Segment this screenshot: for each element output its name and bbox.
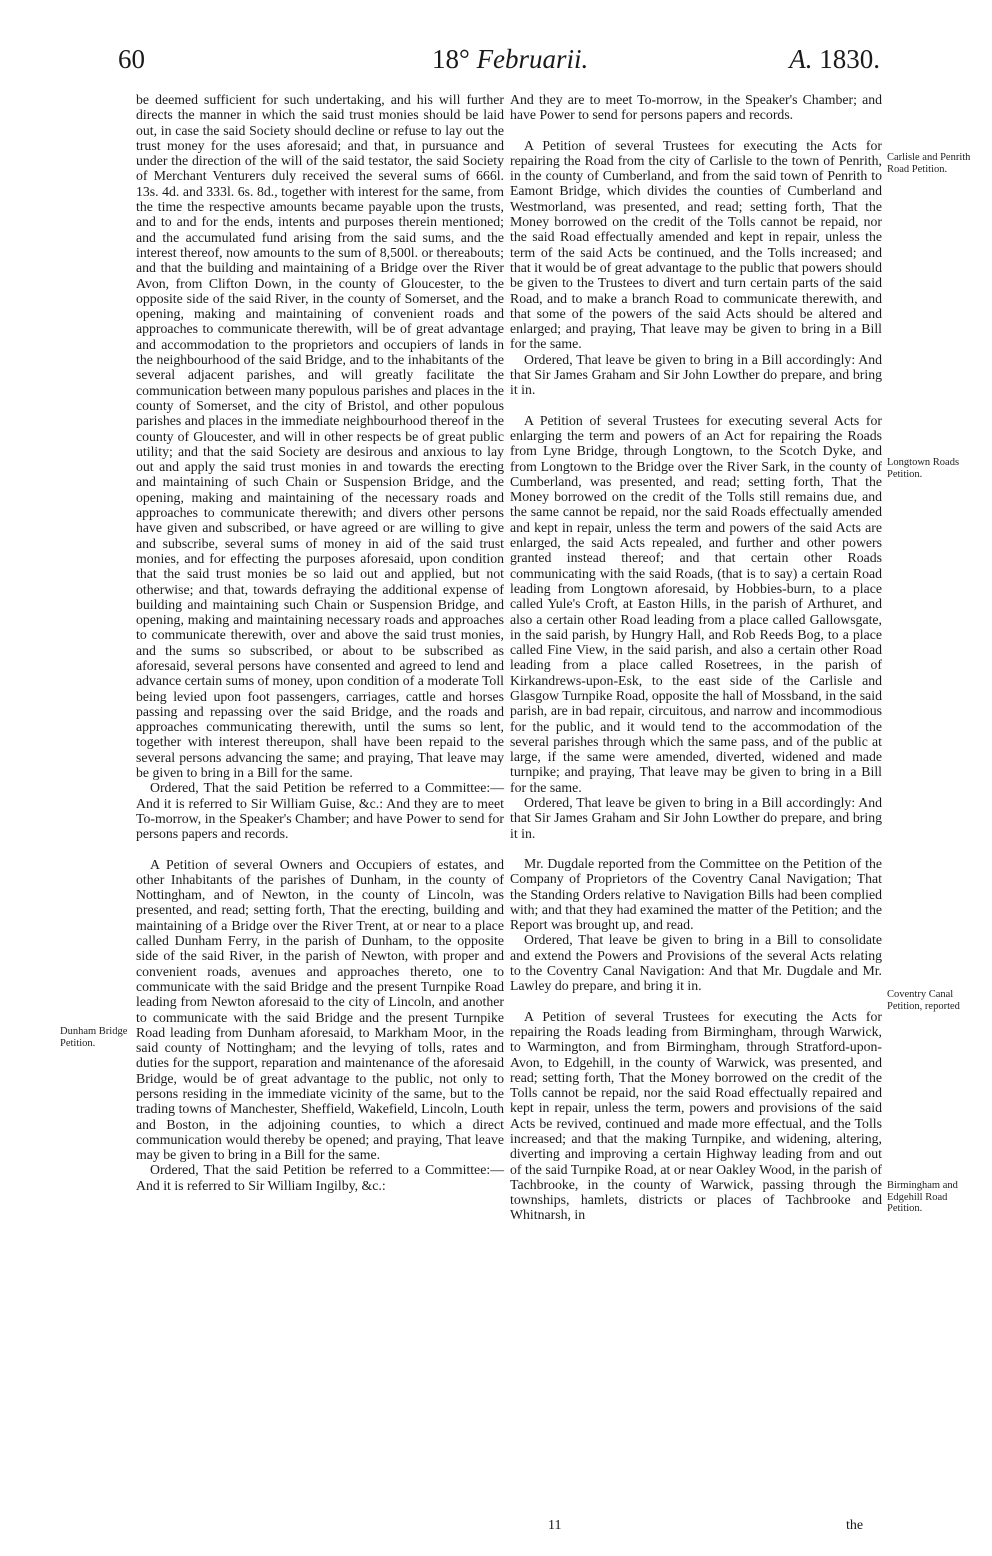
left-paragraph-1: be deemed sufficient for such undertaking, and his will further directs the manner in which the said trust monies should be laid out, in case the said Society should decline or refuse to lay out the trust money for the uses aforesaid; and that, in pursuance and under the direction of the will of the said testator, the said Society of Merchant Venturers duly received the several sums of 666l. 13s. 4d. and 333l. 6s. 8d., together with interest for the same, from the time the respective amounts became payable upon the trusts, and to and for the ends, intents and purposes therein mentioned; and the accumulated fund arising from the said sums, and the interest thereof, now amounts to the sum of 8,500l. or thereabouts; and that the building and maintaining of a Bridge over the River Avon, from Clifton Down, in the county of Gloucester, to the opposite side of the said River, in the county of Somerset, and the opening, making and maintaining of convenient roads and approaches to communicate therewith, will be of great advantage and accommodation to the proprietors and occupiers of lands in the neighbourhood of the said Bridge, and to the inhabitants of the several adjacent parishes, and will greatly facilitate the communication between many populous parishes and places in the county of Somerset, and the city of Bristol, and other populous parishes and places in the immediate neighbourhood thereof in the county of Gloucester, and will in other respects be of great public utility; and that the said Society are desirous and anxious to lay out and apply the said trust monies in and towards the erecting and maintaining of such Chain or Suspension Bridge, and the opening, making and maintaining of the necessary roads and approaches to communicate therewith; and divers other persons have given and subscribed, or have agreed or are willing to give and subscribe, several sums of money in aid of the said trust monies, and for effecting the purposes aforesaid, upon condition that the said trust monies be so laid out and applied, but not otherwise; and that, towards defraying the additional expense of building and maintaining such Chain or Suspension Bridge, and opening, making and maintaining necessary roads and approaches to communicate therewith, over and above the said trust monies, and the sums so subscribed, or about to be subscribed as aforesaid, several persons have consented and agreed to lend and advance certain sums of money, upon condition of a moderate Toll being levied upon foot passengers, carriages, cattle and horses passing and repassing over the said Bridge, and the roads and approaches communicating therewith, until the sums so lent, together with interest thereupon, shall have been repaid to the several persons advancing the same; and praying, That leave may be given to bring in a Bill for the same. [136, 92, 504, 781]
page-date [432, 44, 588, 75]
date-day: 18° [432, 44, 470, 74]
right-paragraph-2: A Petition of several Trustees for executing the Acts for repairing the Road from the city of Carlisle to the town of Penrith, in the county of Cumberland, and from the said town of Penrith to Eamont Bridge, which divides the counties of Cumberland and Westmorland, was presented, and read; setting forth, That the Money borrowed on the credit of the Tolls cannot be repaid, nor the said Road effectually amended and kept in repair, unless the term of the said Acts be continued, and the Tolls increased; and that it would be of great advantage to the public that powers should be given to the Trustees to divert and turn certain parts of the said Road, and to make a branch Road to communicate therewith, and that some of the powers of the said Acts should be altered and enlarged; and praying, That leave may be given to bring in a Bill for the same. [510, 137, 882, 352]
catchword: the [846, 1518, 864, 1533]
margin-note-birmingham: Birmingham and Edgehill Road Petition. [887, 1180, 958, 1214]
year-value: 1830. [819, 44, 880, 74]
left-paragraph-2: Ordered, That the said Petition be referred to a Committee:—And it is referred to Sir William Guise, &c.: And they are to meet To-morrow, in the Speaker's Chamber; and have Power to send for persons papers and records. [136, 780, 504, 842]
right-paragraph-3: Ordered, That leave be given to bring in a Bill accordingly: And that Sir James Graham and Sir John Lowther do prepare, and bring it in. [510, 351, 882, 398]
right-paragraph-8: A Petition of several Trustees for executing the Acts for repairing the Roads leading from Birmingham, through Warwick, to Warmington, and from Birmingham, through Stratford-upon-Avon, to Edgehill, in the county of Warwick, was presented, and read; setting forth, That the Money borrowed on the credit of the Tolls cannot be repaid, nor the said Road effectually repaired and kept in repair, unless the term, powers and provisions of the said Acts be revived, continued and made more effectual, and the Tolls increased; and that the making Turnpike, and widening, altering, diverting and improving a certain Highway leading from and out of the said Turnpike Road, at or near Oakley Wood, in the parish of Tachbrooke, in the county of Warwick, passing through the townships, hamlets, districts or places of Tachbrooke and Whitnarsh, in [510, 1008, 882, 1223]
signature-mark: 11 [548, 1518, 562, 1533]
date-month: Februarii. [476, 44, 589, 74]
page-header [118, 44, 880, 84]
left-paragraph-4: Ordered, That the said Petition be referred to a Committee:—And it is referred to Sir William Ingilby, &c.: [136, 1162, 504, 1193]
right-paragraph-5: Ordered, That leave be given to bring in a Bill accordingly: And that Sir James Graham and Sir John Lowther do prepare, and bring it in. [510, 795, 882, 841]
margin-note-carlisle: Carlisle and Penrith Road Petition. [887, 152, 971, 175]
right-column [510, 92, 882, 1223]
year-prefix: A. [789, 44, 813, 74]
right-paragraph-7: Ordered, That leave be given to bring in a Bill to consolidate and extend the Powers and Provisions of the several Acts relating to the Coventry Canal Navigation: And that Mr. Dugdale and Mr. Lawley do prepare, and bring it in. [510, 932, 882, 994]
page-number: 60 [118, 44, 145, 74]
right-paragraph-4: A Petition of several Trustees for executing several Acts for enlarging the term and powers of an Act for repairing the Roads from Lyne Bridge, through Longtown, to the Scotch Dyke, and from Longtown to the Bridge over the River Sark, in the county of Cumberland, was presented, and read; setting forth, That the Money borrowed on the credit of the Tolls still remains due, and the same cannot be repaid, nor the said Roads effectually amended and kept in repair, unless the term and powers of the said Acts are enlarged, the said Acts repealed, and further and other powers granted instead thereof; and that certain other Roads communicating with the said Roads, (that is to say) a certain Road leading from Longtown aforesaid, by Hobbies-burn, to a place called Yule's Croft, at Easton Hills, in the parish of Arthuret, and also a certain other Road leading from a place called Gallowsgate, in the said parish, by Hungry Hall, and Rob Reeds Bog, to a place called Fine View, in the said parish, and also a certain other Road leading from a place called Rosetrees, in the parish of Kirkandrews-upon-Esk, to the east side of the Carlisle and Glasgow Turnpike Road, opposite the hall of Mossband, in the said parish, are in bad repair, circuitous, and narrow and incommodious for the public, and it would tend to the accommodation of the several parishes through which the same pass, and of the public at large, if the same were amended, diverted, widened and made turnpike; and praying, That leave may be given to bring in a Bill for the same. [510, 412, 882, 795]
margin-note-dunham: Dunham Bridge Petition. [60, 1026, 128, 1049]
margin-note-longtown: Longtown Roads Petition. [887, 457, 960, 480]
margin-note-coventry: Coventry Canal Petition, reported [887, 989, 960, 1012]
left-column [136, 92, 504, 1193]
right-paragraph-1: And they are to meet To-morrow, in the Speaker's Chamber; and have Power to send for persons papers and records. [510, 92, 882, 123]
left-paragraph-3: A Petition of several Owners and Occupiers of estates, and other Inhabitants of the parishes of Dunham, in the county of Nottingham, and of Newton, in the county of Lincoln, was presented, and read; setting forth, That the erecting, building and maintaining of a Bridge over the River Trent, at or near to a place called Dunham Ferry, in the parish of Dunham, to the opposite side of the said River, in the parish of Newton, with proper and convenient roads, avenues and approaches thereto, one to communicate with the said Bridge and the present Turnpike Road leading from Newton aforesaid to the city of Lincoln, and another to communicate with the said Bridge and the present Turnpike Road leading from Dunham aforesaid, to Markham Moor, in the said county of Nottingham; and the levying of tolls, rates and duties for the support, reparation and maintenance of the aforesaid Bridge, would be of great advantage to the public, not only to persons residing in the immediate vicinity of the same, but to the trading towns of Manchester, Sheffield, Wakefield, Lincoln, Louth and Boston, in the adjoining counties, to which a direct communication would thereby be opened; and praying, That leave may be given to bring in a Bill for the same. [136, 856, 504, 1163]
right-paragraph-6: Mr. Dugdale reported from the Committee on the Petition of the Company of Proprietors of the Coventry Canal Navigation; That the Standing Orders relative to Navigation Bills had been complied with; and that they had examined the matter of the Petition; and the Report was brought up, and read. [510, 855, 882, 933]
page-year [789, 44, 880, 75]
